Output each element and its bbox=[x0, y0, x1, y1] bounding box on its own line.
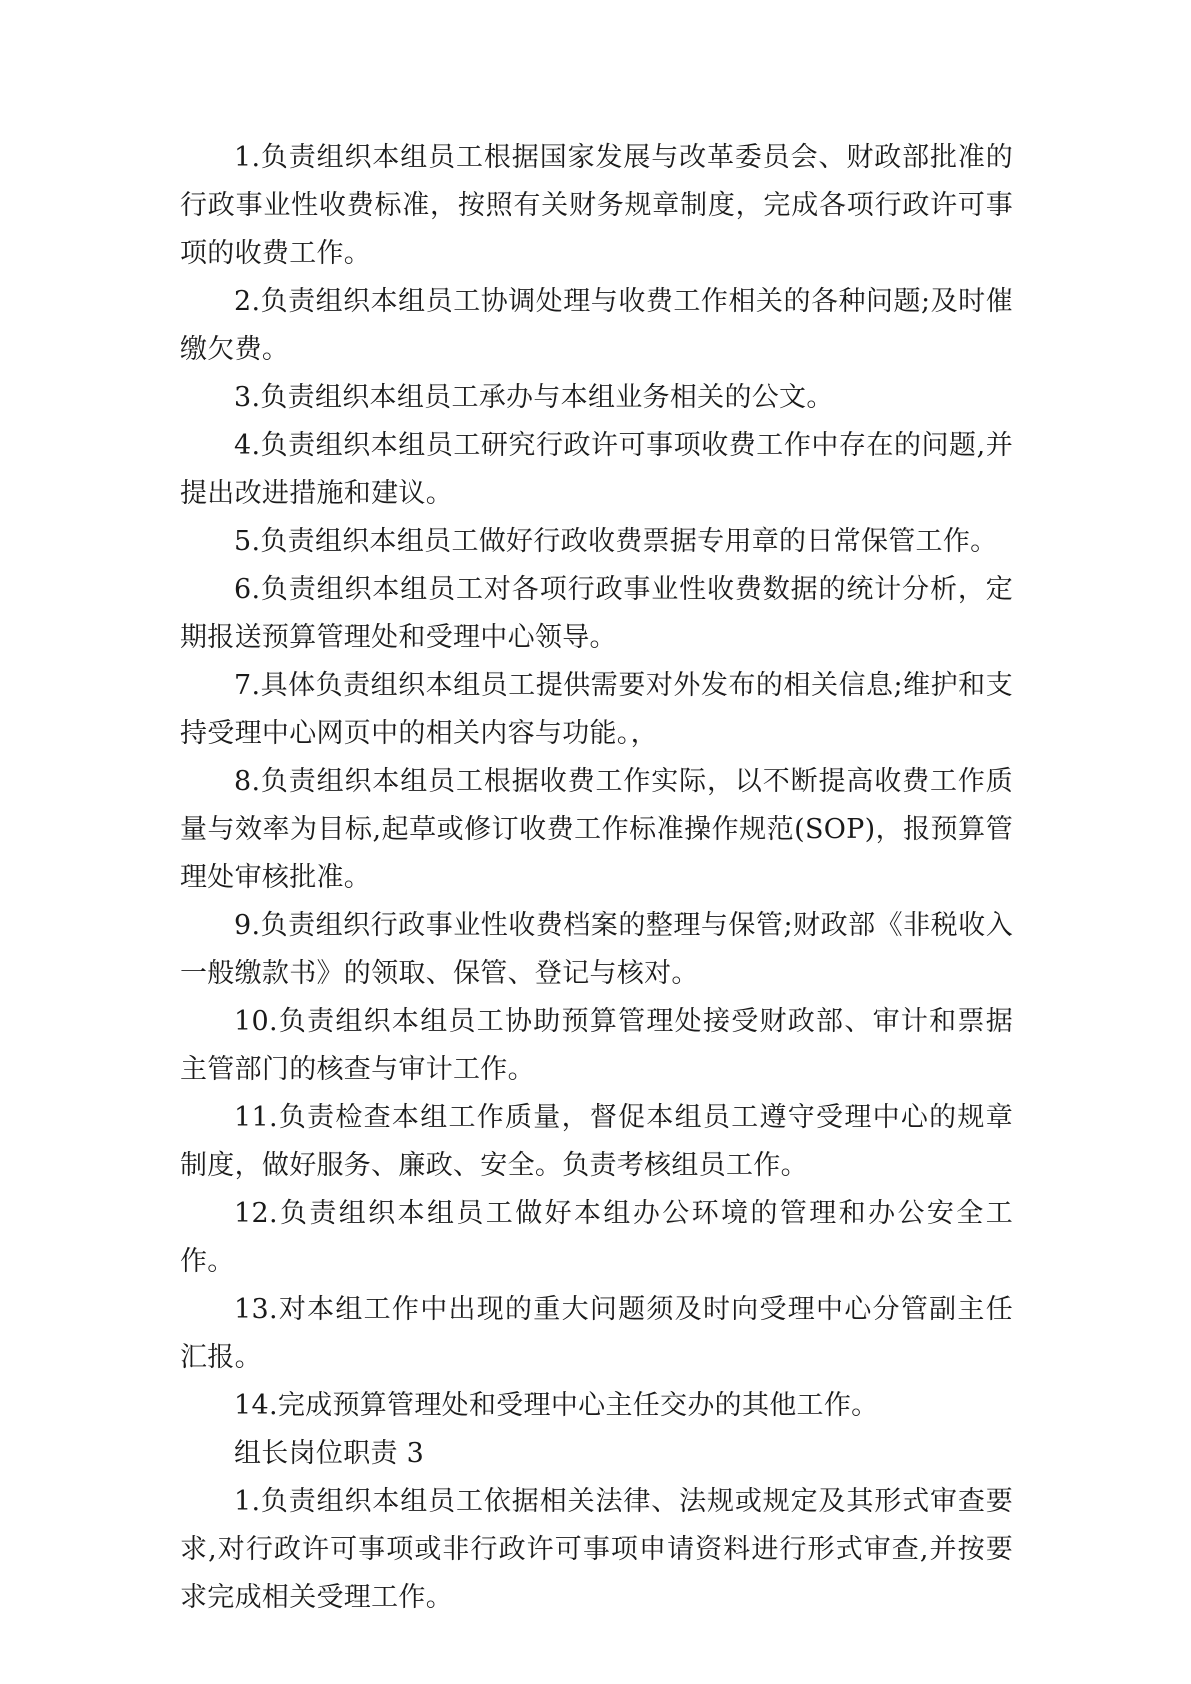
paragraph-14: 14.完成预算管理处和受理中心主任交办的其他工作。 bbox=[234, 1390, 879, 1421]
paragraph-13: 13.对本组工作中出现的重大问题须及时向受理中心分管副主任汇报。 bbox=[180, 1294, 1013, 1373]
paragraph-4: 4.负责组织本组员工研究行政许可事项收费工作中存在的问题,并提出改进措施和建议。 bbox=[180, 430, 1013, 509]
paragraph-3: 3.负责组织本组员工承办与本组业务相关的公文。 bbox=[234, 382, 834, 413]
paragraph-8: 8.负责组织本组员工根据收费工作实际，以不断提高收费工作质量与效率为目标,起草或修订收费工作标准操作规范(SOP)，报预算管理处审核批准。 bbox=[180, 766, 1013, 893]
paragraph-7: 7.具体负责组织本组员工提供需要对外发布的相关信息;维护和支持受理中心网页中的相关内容与功能。， bbox=[180, 670, 1013, 749]
paragraph-9: 9.负责组织行政事业性收费档案的整理与保管;财政部《非税收入一般缴款书》的领取、保管、登记与核对。 bbox=[180, 910, 1013, 989]
paragraph-5: 5.负责组织本组员工做好行政收费票据专用章的日常保管工作。 bbox=[234, 526, 998, 557]
paragraph-1: 1.负责组织本组员工根据国家发展与改革委员会、财政部批准的行政事业性收费标准，按照有关财务规章制度，完成各项行政许可事项的收费工作。 bbox=[180, 142, 1013, 269]
paragraph-15: 1.负责组织本组员工依据相关法律、法规或规定及其形式审查要求,对行政许可事项或非行政许可事项申请资料进行形式审查,并按要求完成相关受理工作。 bbox=[180, 1486, 1013, 1613]
document-page bbox=[180, 134, 1013, 1622]
paragraph-12: 12.负责组织本组员工做好本组办公环境的管理和办公安全工作。 bbox=[180, 1198, 1013, 1277]
section-heading: 组长岗位职责 3 bbox=[234, 1438, 425, 1469]
paragraph-6: 6.负责组织本组员工对各项行政事业性收费数据的统计分析，定期报送预算管理处和受理中心领导。 bbox=[180, 574, 1013, 653]
paragraph-10: 10.负责组织本组员工协助预算管理处接受财政部、审计和票据主管部门的核查与审计工作。 bbox=[180, 1006, 1013, 1085]
paragraph-11: 11.负责检查本组工作质量，督促本组员工遵守受理中心的规章制度，做好服务、廉政、安全。负责考核组员工作。 bbox=[180, 1102, 1013, 1181]
paragraph-2: 2.负责组织本组员工协调处理与收费工作相关的各种问题;及时催缴欠费。 bbox=[180, 286, 1013, 365]
